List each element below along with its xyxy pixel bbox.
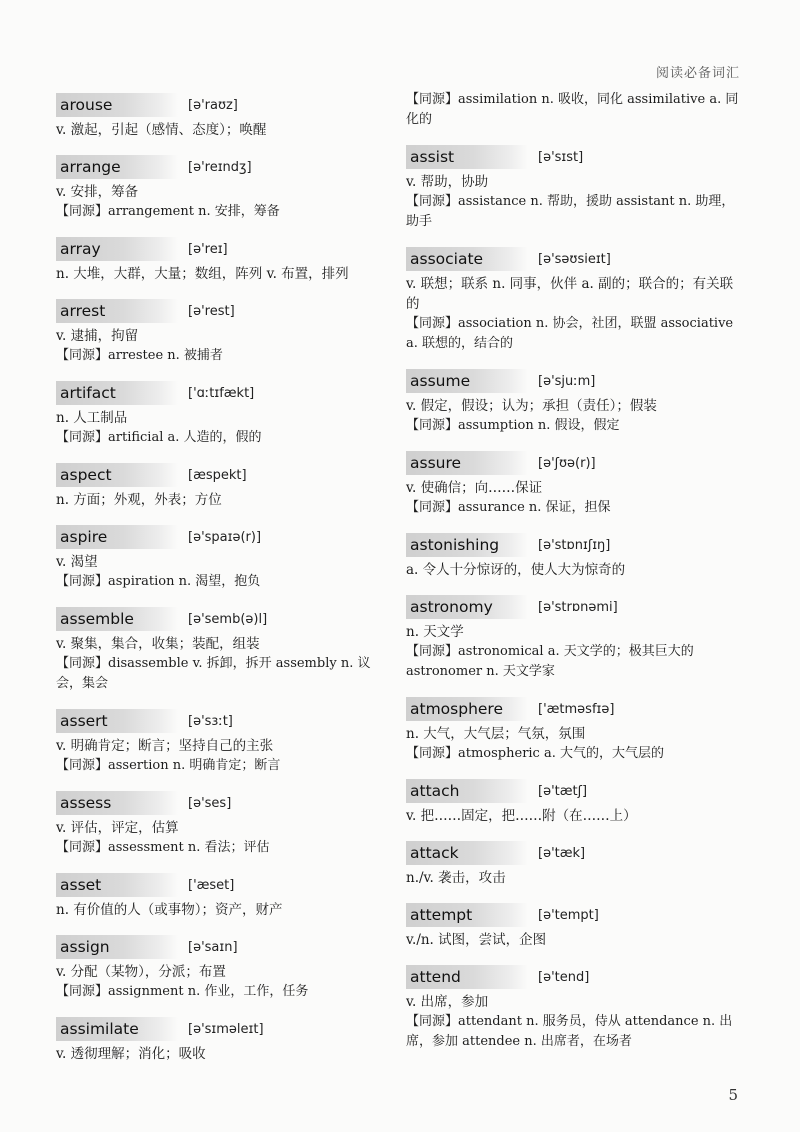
vocab-entry (406, 902, 746, 950)
definition: v. 假定，假设；认为；承担（责任）；假装 (406, 398, 657, 414)
left-column (56, 92, 386, 1078)
phonetic: [ə'reɪ] (188, 241, 228, 257)
related-words: 【同源】disassemble v. 拆卸，拆开 assembly n. 议会，集会 (56, 656, 371, 691)
headword: attempt (406, 903, 528, 927)
definition: n. 大气，大气层；气氛，氛围 (406, 726, 586, 742)
phonetic: [ə'tend] (538, 969, 590, 985)
related-words: 【同源】atmospheric a. 大气的，大气层的 (406, 746, 664, 761)
headword: assign (56, 935, 178, 959)
vocab-entry (56, 606, 386, 694)
vocab-entry (406, 246, 746, 354)
vocab-entry (56, 934, 386, 1002)
headword: artifact (56, 381, 178, 405)
phonetic: [ə'sɪməleɪt] (188, 1021, 264, 1037)
vocab-entry (56, 92, 386, 140)
headword: array (56, 237, 178, 261)
headword: assert (56, 709, 178, 733)
definition: v. 出席，参加 (406, 994, 489, 1010)
phonetic: [ə'sɪst] (538, 149, 584, 165)
phonetic: [ə'spaɪə(r)] (188, 529, 262, 545)
vocab-entry (406, 450, 746, 518)
headword: arouse (56, 93, 178, 117)
phonetic: [æspekt] (188, 467, 247, 483)
definition: v. 聚集，集合，收集；装配，组装 (56, 636, 260, 652)
vocab-entry (56, 462, 386, 510)
headword: attach (406, 779, 528, 803)
vocab-entry (56, 872, 386, 920)
related-words: 【同源】assurance n. 保证，担保 (406, 500, 611, 515)
headword: atmosphere (406, 697, 528, 721)
vocab-entry (406, 594, 746, 682)
definition: v./n. 试图，尝试，企图 (406, 932, 547, 948)
continued-entry (406, 90, 746, 130)
headword: arrange (56, 155, 178, 179)
phonetic: [ə'stɒnɪʃɪŋ] (538, 537, 611, 553)
related-words: 【同源】artificial a. 人造的，假的 (56, 430, 262, 445)
phonetic: [ə'semb(ə)l] (188, 611, 268, 627)
definition: v. 帮助，协助 (406, 174, 489, 190)
vocab-entry (56, 790, 386, 858)
related-words: 【同源】arrangement n. 安排，筹备 (56, 204, 280, 219)
related-words: 【同源】aspiration n. 渴望，抱负 (56, 574, 261, 589)
headword: assume (406, 369, 528, 393)
definition: v. 使确信；向……保证 (406, 480, 543, 496)
vocab-entry (56, 1016, 386, 1064)
headword: assist (406, 145, 528, 169)
phonetic: [ə'ʃʊə(r)] (538, 455, 596, 471)
headword: arrest (56, 299, 178, 323)
definition: v. 评估，评定，估算 (56, 820, 179, 836)
phonetic: [ə'sɜːt] (188, 713, 233, 729)
headword: assimilate (56, 1017, 178, 1041)
phonetic: [ə'səʊsieɪt] (538, 251, 611, 267)
related-words: 【同源】association n. 协会，社团，联盟 associative a. 联想的，结合的 (406, 316, 734, 351)
vocab-entry (406, 144, 746, 232)
definition: v. 逮捕，拘留 (56, 328, 139, 344)
vocab-entry (56, 236, 386, 284)
headword: attack (406, 841, 528, 865)
related-words: 【同源】astronomical a. 天文学的；极其巨大的 astronomer n. 天文学家 (406, 644, 694, 679)
related-words: 【同源】assimilation n. 吸收，同化 assimilative a. 同化的 (406, 92, 739, 127)
vocab-entry (56, 524, 386, 592)
phonetic: ['æset] (188, 877, 235, 893)
vocab-entry (406, 368, 746, 436)
vocab-entry (56, 380, 386, 448)
definition: n. 大堆，大群，大量；数组，阵列 v. 布置，排列 (56, 266, 349, 282)
headword: assess (56, 791, 178, 815)
phonetic: [ə'reɪndʒ] (188, 159, 252, 175)
definition: v. 透彻理解；消化；吸收 (56, 1046, 206, 1062)
vocab-entry (406, 778, 746, 826)
phonetic: ['ætməsfɪə] (538, 701, 615, 717)
definition: v. 分配（某物），分派；布置 (56, 964, 226, 980)
definition: a. 令人十分惊讶的，使人大为惊奇的 (406, 562, 626, 578)
vocab-entry (406, 964, 746, 1052)
related-words: 【同源】assessment n. 看法；评估 (56, 840, 270, 855)
page-number: 5 (728, 1086, 738, 1104)
definition: v. 联想；联系 n. 同事，伙伴 a. 副的；联合的；有关联的 (406, 276, 734, 312)
vocab-entry (406, 532, 746, 580)
related-words: 【同源】assumption n. 假设，假定 (406, 418, 620, 433)
definition: v. 渴望 (56, 554, 98, 570)
related-words: 【同源】assignment n. 作业，工作，任务 (56, 984, 309, 999)
right-column (406, 92, 746, 1066)
headword: associate (406, 247, 528, 271)
headword: assure (406, 451, 528, 475)
vocab-entry (56, 708, 386, 776)
related-words: 【同源】assistance n. 帮助，援助 assistant n. 助理，助手 (406, 194, 735, 229)
definition: v. 明确肯定；断言；坚持自己的主张 (56, 738, 274, 754)
headword: astonishing (406, 533, 528, 557)
definition: n. 人工制品 (56, 410, 128, 426)
definition: v. 激起，引起（感情、态度）；唤醒 (56, 122, 267, 138)
phonetic: [ə'strɒnəmi] (538, 599, 618, 615)
definition: v. 安排，筹备 (56, 184, 139, 200)
vocab-entry (56, 154, 386, 222)
phonetic: [ə'raʊz] (188, 97, 238, 113)
phonetic: [ə'saɪn] (188, 939, 238, 955)
related-words: 【同源】assertion n. 明确肯定；断言 (56, 758, 281, 773)
headword: aspect (56, 463, 178, 487)
definition: n. 有价值的人（或事物）；资产，财产 (56, 902, 283, 918)
phonetic: [ə'sjuːm] (538, 373, 596, 389)
vocab-entry (406, 840, 746, 888)
definition: v. 把……固定，把……附（在……上） (406, 808, 637, 824)
headword: aspire (56, 525, 178, 549)
phonetic: [ə'tæk] (538, 845, 586, 861)
definition: n. 方面；外观，外表；方位 (56, 492, 222, 508)
headword: astronomy (406, 595, 528, 619)
definition: n./v. 袭击，攻击 (406, 870, 506, 886)
headword: attend (406, 965, 528, 989)
related-words: 【同源】attendant n. 服务员，侍从 attendance n. 出席，参加 attendee n. 出席者，在场者 (406, 1014, 733, 1049)
vocab-entry (406, 696, 746, 764)
phonetic: ['ɑːtɪfækt] (188, 385, 255, 401)
running-head: 阅读必备词汇 (655, 66, 740, 81)
vocab-entry (56, 298, 386, 366)
phonetic: [ə'rest] (188, 303, 235, 319)
phonetic: [ə'ses] (188, 795, 232, 811)
phonetic: [ə'tempt] (538, 907, 599, 923)
related-words: 【同源】arrestee n. 被捕者 (56, 348, 223, 363)
headword: asset (56, 873, 178, 897)
definition: n. 天文学 (406, 624, 464, 640)
headword: assemble (56, 607, 178, 631)
phonetic: [ə'tætʃ] (538, 783, 588, 799)
